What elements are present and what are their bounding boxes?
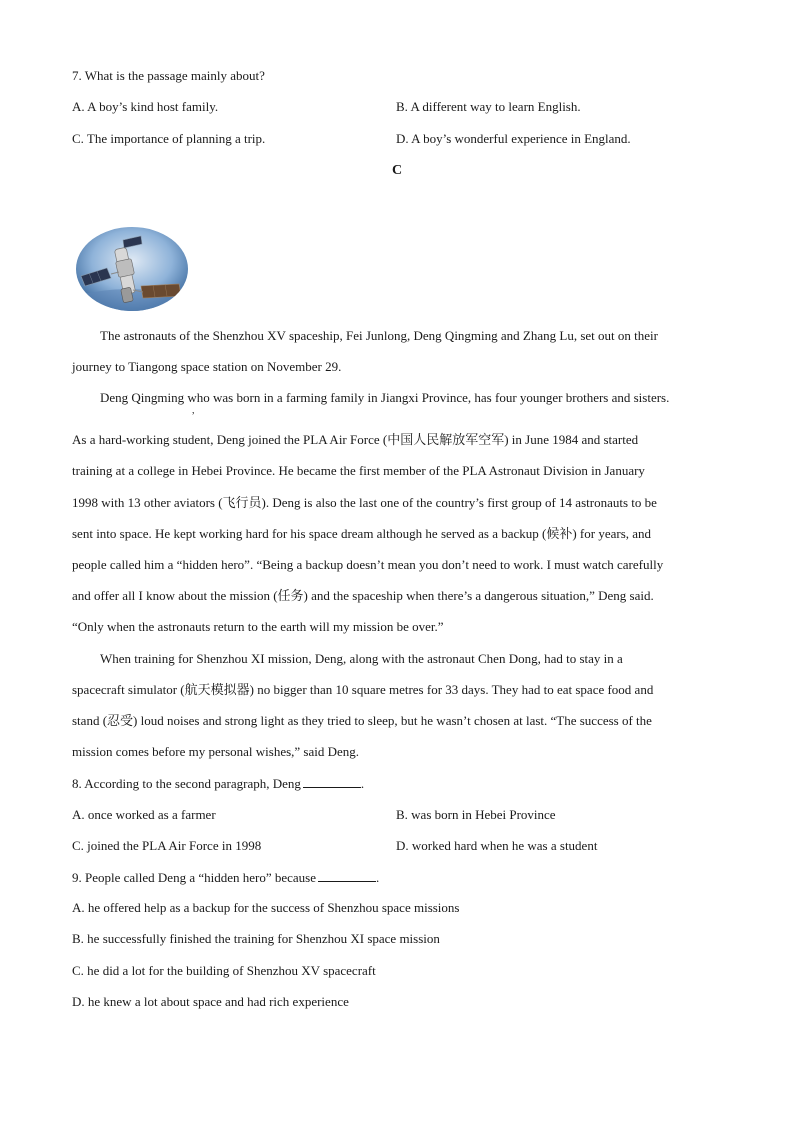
q9-stem-end: . [376, 870, 380, 885]
passage-p2-line3: training at a college in Hebei Province. He became the first member of the PLA Astronaut Division in January [72, 463, 645, 478]
q9-stem-row [72, 869, 379, 886]
q9-option-b: B. he successfully finished the training for Shenzhou XI space mission [72, 931, 440, 946]
passage-p3-line4: mission comes before my personal wishes,” said Deng. [72, 744, 360, 759]
q8-option-a: A. once worked as a farmer [72, 807, 216, 822]
passage-p3-line3: stand (忍受) loud noises and strong light as they tried to sleep, but he wasn’t chosen at last. “The success of the [72, 713, 652, 728]
passage-p2-line6: people called him a “hidden hero”. “Being a backup doesn’t mean you don’t need to work. I must watch carefully [72, 557, 664, 572]
passage-p2-line8: “Only when the astronauts return to the earth will my mission be over.” [72, 619, 444, 634]
q8-stem-row [72, 775, 364, 792]
q7-option-a: A. A boy’s kind host family. [72, 99, 219, 114]
q9-option-a: A. he offered help as a backup for the success of Shenzhou space missions [72, 900, 460, 915]
passage-p1-line1: The astronauts of the Shenzhou XV spaceship, Fei Junlong, Deng Qingming and Zhang Lu, set out on their [100, 328, 658, 343]
q8-stem-end: . [360, 776, 365, 791]
q8-stem: 8. According to the second paragraph, Deng [72, 776, 301, 791]
passage-p2-line1: Deng Qingming who was born in a farming family in Jiangxi Province, has four younger brothers and sisters. [100, 390, 670, 405]
q8-option-d: D. worked hard when he was a student [396, 838, 598, 853]
q7-option-d: D. A boy’s wonderful experience in England. [396, 131, 631, 146]
q7-stem: 7. What is the passage mainly about? [72, 68, 265, 83]
q7-option-c: C. The importance of planning a trip. [72, 131, 266, 146]
q7-option-b: B. A different way to learn English. [396, 99, 581, 114]
passage-p2-comma: , [192, 405, 195, 416]
q8-option-b: B. was born in Hebei Province [396, 807, 556, 822]
passage-p2-line7: and offer all I know about the mission (任务) and the spaceship when there’s a dangerous situation,” Deng said. [72, 588, 654, 603]
q8-option-c: C. joined the PLA Air Force in 1998 [72, 838, 262, 853]
section-letter: C [391, 163, 403, 178]
q8-answer-blank [303, 775, 361, 788]
passage-p2-line5: sent into space. He kept working hard for his space dream although he served as a backup (候补) for years, and [72, 526, 652, 541]
passage-p2-line4: 1998 with 13 other aviators (飞行员). Deng is also the last one of the country’s first group of 14 astronauts to be [72, 495, 657, 510]
space-station-photo-icon [75, 226, 189, 312]
passage-p3-line1: When training for Shenzhou XI mission, Deng, along with the astronaut Chen Dong, had to stay in a [100, 651, 623, 666]
q9-answer-blank [318, 869, 376, 882]
passage-p2-line2: As a hard-working student, Deng joined the PLA Air Force (中国人民解放军空军) in June 1984 and started [72, 432, 639, 447]
q9-option-d: D. he knew a lot about space and had rich experience [72, 994, 349, 1009]
passage-p3-line2: spacecraft simulator (航天模拟器) no bigger than 10 square metres for 33 days. They had to eat space food and [72, 682, 654, 697]
passage-p1-line2: journey to Tiangong space station on November 29. [72, 359, 342, 374]
q9-stem: 9. People called Deng a “hidden hero” because [72, 870, 317, 885]
q9-option-c: C. he did a lot for the building of Shenzhou XV spacecraft [72, 963, 376, 978]
